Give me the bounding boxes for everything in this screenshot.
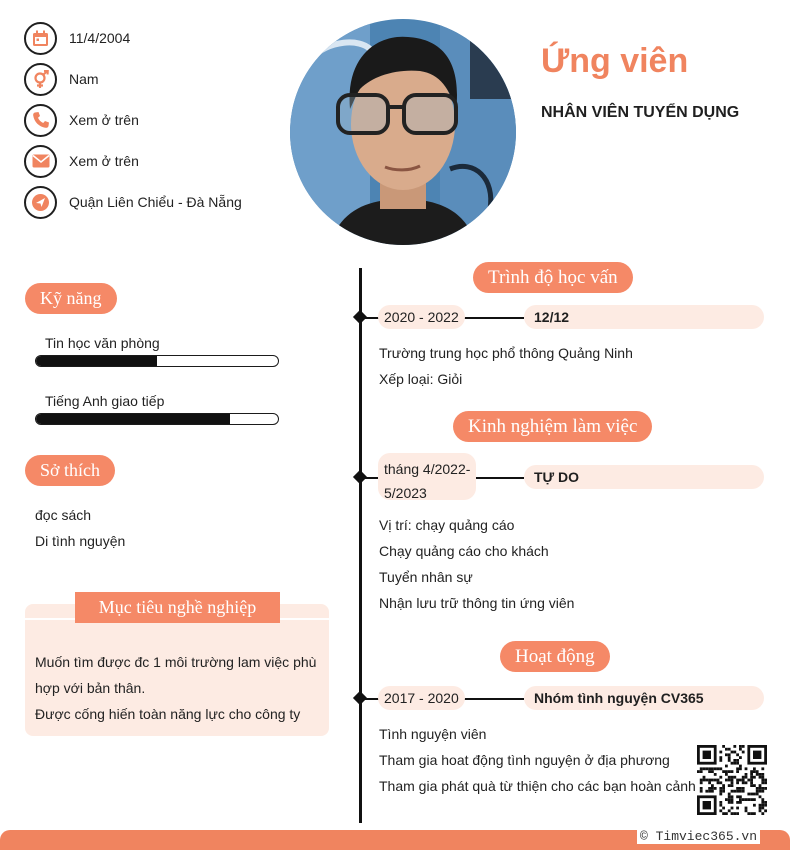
skill-bar <box>35 413 279 425</box>
candidate-name: Ứng viên <box>541 42 689 80</box>
experience-date-line: tháng 4/2022- <box>384 461 471 477</box>
contact-gender <box>24 62 99 96</box>
contact-birthday <box>24 21 130 55</box>
goal-line: hợp với bản thân. <box>35 680 146 696</box>
activities-line: Tham gia hoat động tình nguyện ở địa phương <box>379 752 670 768</box>
mail-icon <box>24 145 57 178</box>
phone-icon <box>24 104 57 137</box>
avatar-photo <box>290 19 516 245</box>
contact-phone <box>24 103 139 137</box>
experience-date-line: 5/2023 <box>384 485 427 501</box>
contact-address <box>24 185 242 219</box>
goal-title: Mục tiêu nghề nghiệp <box>75 592 280 623</box>
job-title: NHÂN VIÊN TUYỂN DỤNG <box>541 104 740 121</box>
education-line: Xếp loại: Giỏi <box>379 371 463 387</box>
goal-line: Được cống hiến toàn năng lực cho công ty <box>35 706 301 722</box>
gender-icon <box>24 63 57 96</box>
phone-text: Xem ở trên <box>69 112 139 128</box>
skill-bar-fill <box>36 356 157 366</box>
skills-title: Kỹ năng <box>25 283 117 314</box>
contact-email <box>24 144 139 178</box>
address-text: Quận Liên Chiểu - Đà Nẵng <box>69 194 242 210</box>
skill-label: Tin học văn phòng <box>45 335 160 351</box>
education-title: Trình độ học vấn <box>473 262 633 293</box>
location-icon <box>24 186 57 219</box>
education-line: Trường trung học phổ thông Quảng Ninh <box>379 345 633 361</box>
birthday-text: 11/4/2004 <box>69 30 131 46</box>
skill-bar <box>35 355 279 367</box>
skill-bar-fill <box>36 414 230 424</box>
hobby-item: đọc sách <box>35 507 92 523</box>
experience-line: Nhận lưu trữ thông tin ứng viên <box>379 595 575 611</box>
calendar-icon <box>24 22 57 55</box>
skill-label: Tiếng Anh giao tiếp <box>45 393 165 409</box>
goal-line: Muốn tìm được đc 1 môi trường lam việc phù <box>35 654 317 670</box>
experience-line: Chạy quảng cáo cho khách <box>379 543 549 559</box>
experience-line: Vị trí: chạy quảng cáo <box>379 517 515 533</box>
gender-text: Nam <box>69 71 99 87</box>
experience-line: Tuyển nhân sự <box>379 569 473 585</box>
copyright-text: © Timviec365.vn <box>637 829 760 844</box>
email-text: Xem ở trên <box>69 153 139 169</box>
activities-line: Tham gia phát quà từ thiện cho các bạn hoàn cảnh <box>379 778 696 794</box>
timeline-line <box>359 268 362 823</box>
hobbies-title: Sở thích <box>25 455 115 486</box>
activities-title: Hoạt động <box>500 641 610 672</box>
activities-line: Tình nguyện viên <box>379 726 487 742</box>
qr-code <box>697 745 767 815</box>
activities-date: 2017 - 2020 <box>378 686 465 710</box>
experience-title: Kinh nghiệm làm việc <box>453 411 652 442</box>
education-heading: 12/12 <box>524 305 764 329</box>
activities-heading: Nhóm tình nguyện CV365 <box>524 686 764 710</box>
experience-heading: TỰ DO <box>524 465 764 489</box>
hobby-item: Di tình nguyện <box>35 533 126 549</box>
education-date: 2020 - 2022 <box>378 305 465 329</box>
experience-date <box>378 453 476 500</box>
